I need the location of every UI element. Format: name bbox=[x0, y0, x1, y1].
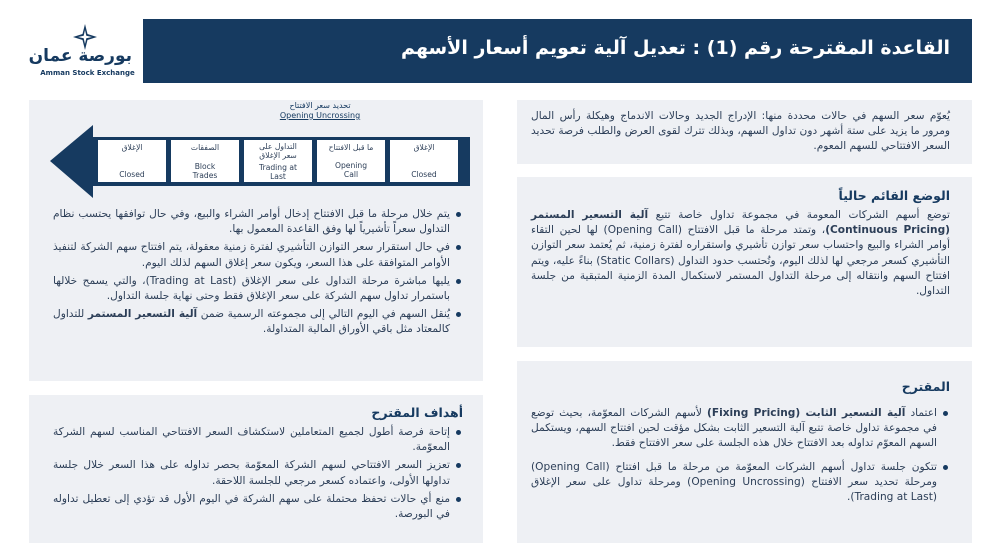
stage-english-label: Opening Call bbox=[334, 160, 368, 179]
list-item bbox=[53, 207, 463, 237]
current-situation-panel bbox=[517, 177, 972, 347]
header bbox=[0, 0, 994, 85]
stage-block-trades bbox=[171, 140, 239, 182]
proposal-title: المقترح bbox=[901, 379, 950, 394]
list-item-bold: آلية التسعير الثابت (Fixing Pricing) bbox=[706, 407, 906, 419]
goals-title: أهداف المقترح bbox=[371, 405, 463, 420]
list-item bbox=[531, 406, 950, 452]
stage-english-label: Closed bbox=[411, 169, 437, 179]
list-item-text: تتكون جلسة تداول أسهم الشركات المعوّمة من مرحلة ما قبل افتتاح (Opening Call) ومرحلة تحديد سعر الافتتاح (Opening Uncrossing) ومرحلة تداول على سعر الإغلاق (Trading at Last). bbox=[531, 460, 937, 504]
current-situation-title: الوضع القائم حالياً bbox=[838, 188, 950, 203]
list-item-bold: آلية التسعير المستمر bbox=[87, 308, 198, 321]
page-title: القاعدة المقترحة رقم (1) : تعديل آلية تعويم أسعار الأسهم bbox=[401, 37, 950, 59]
stage-arabic-label: الصفقات bbox=[190, 143, 220, 152]
logo-english-text: Amman Stock Exchange bbox=[40, 69, 135, 77]
list-item-text: في حال استقرار سعر التوازن التأشيري لفترة زمنية معقولة، يتم افتتاح سهم الشركة لتنفيذ الأوامر المتوافقة على هذا السعر، ويكون سعر إغلاق السهم لذلك اليوم. bbox=[53, 241, 450, 269]
phases-list bbox=[53, 207, 463, 338]
intro-panel bbox=[517, 100, 972, 164]
logo-arabic-text: بورصة عمان bbox=[28, 46, 132, 66]
stage-arabic-label: التداول على سعر الإغلاق bbox=[259, 142, 297, 161]
list-item: تعزيز السعر الافتتاحي لسهم الشركة المعوّمة بحصر تداوله على هذا السعر خلال جلسة تداولها الأولى، واعتماده كسعر مرجعي للجلسة اللاحقة. bbox=[53, 458, 463, 488]
list-item-text: يليها مباشرة مرحلة التداول على سعر الإغلاق (Trading at Last)، والتي يسمح خلالها باستمرار تداول سهم الشركة على سعر الإغلاق فقط وحتى نهاية جلسة التداول. bbox=[53, 274, 450, 303]
list-item bbox=[53, 240, 463, 270]
ase-logo bbox=[28, 24, 135, 78]
intro-text: يُعوّم سعر السهم في حالات محددة منها: الإدراج الجديد وحالات الاندماج وهيكلة رأس المال ومرور ما يزيد على ستة أشهر دون تداول السهم، وبذلك تترك لقوى العرض والطلب فرصة تحديد السعر الافتتاحي للسهم المعوم. bbox=[531, 110, 950, 153]
list-item-text: يتم خلال مرحلة ما قبل الافتتاح إدخال أوامر الشراء والبيع، وفي حال توافقها يحتسب نظام التداول سعراً تأشيرياً لها وفق القاعدة المعمول بها. bbox=[53, 208, 450, 236]
list-item-text: يُنقل السهم في اليوم التالي إلى مجموعته الرسمية ضمن bbox=[197, 308, 450, 321]
goals-panel bbox=[29, 395, 483, 543]
proposal-panel bbox=[517, 361, 972, 543]
proposal-list bbox=[531, 406, 950, 505]
current-text-bold: آلية التسعير المستمر (Continuous Pricing) bbox=[531, 209, 951, 237]
opening-uncrossing-label bbox=[250, 101, 390, 121]
list-item bbox=[53, 274, 463, 304]
list-item: منع أي حالات تحفظ محتملة على سهم الشركة في اليوم الأول قد تؤدي إلى تعطيل تداوله في البورصة. bbox=[53, 492, 463, 522]
stage-arabic-label: ما قبل الافتتاح bbox=[328, 143, 374, 152]
current-situation-text bbox=[531, 208, 950, 299]
list-item-text: للتداول كالمعتاد مثل باقي الأوراق المالية المتداولة. bbox=[53, 308, 450, 336]
list-item: إتاحة فرصة أطول لجميع المتعاملين لاستكشاف السعر الافتتاحي المناسب لسهم الشركة المعوّمة. bbox=[53, 425, 463, 455]
current-text-part1: توضع أسهم الشركات المعومة في مجموعة تداول خاصة تتبع bbox=[648, 209, 950, 221]
list-item-text: لأسهم الشركات المعوّمة، بحيث توضع في مجموعة تداول خاصة تتبع آلية التسعير الثابت بشكل مؤقت لحين افتتاح السهم، ويستكمل السهم المعوّم تداوله بعد الافتتاح خلال هذه الجلسة على سعر الافتتاح فقط. bbox=[531, 407, 937, 450]
stage-arabic-label: الإغلاق bbox=[413, 143, 435, 152]
stage-trading-at-last bbox=[244, 140, 312, 182]
opening-uncrossing-english: Opening Uncrossing bbox=[279, 111, 361, 120]
title-banner bbox=[143, 19, 972, 83]
list-item-text: اعتماد bbox=[905, 407, 937, 419]
list-item bbox=[53, 307, 463, 337]
goals-list bbox=[53, 425, 463, 522]
opening-uncrossing-arabic: تحديد سعر الافتتاح bbox=[289, 101, 351, 110]
stage-english-label: Block Trades bbox=[192, 161, 218, 180]
stage-closed-start bbox=[390, 140, 458, 182]
stage-english-label: Closed bbox=[119, 169, 145, 179]
trading-session-diagram bbox=[50, 125, 470, 198]
list-item bbox=[531, 460, 950, 506]
stage-opening-call bbox=[317, 140, 385, 182]
stage-english-label: Trading at Last bbox=[259, 162, 297, 181]
stage-arabic-label: الإغلاق bbox=[121, 143, 143, 152]
stage-closed-end bbox=[98, 140, 166, 182]
current-text-part2: ، وتمتد مرحلة ما قبل الافتتاح (Opening Call) لها لحين التقاء أوامر الشراء والبيع واحتساب سعر توازن تأشيري واستقراره لفترة زمنية، ثم يُعتمد سعر التوازن التأشيري كسعر مرجعي لها لذلك اليوم، وتُحتسب حدود التداول (Static Collars) بناءً عليه، ويتم افتتاح السهم وانتقاله إلى مرحلة التداول المستمر لاستكمال المدة الزمنية المتبقية من جلسة التداول. bbox=[531, 224, 950, 298]
